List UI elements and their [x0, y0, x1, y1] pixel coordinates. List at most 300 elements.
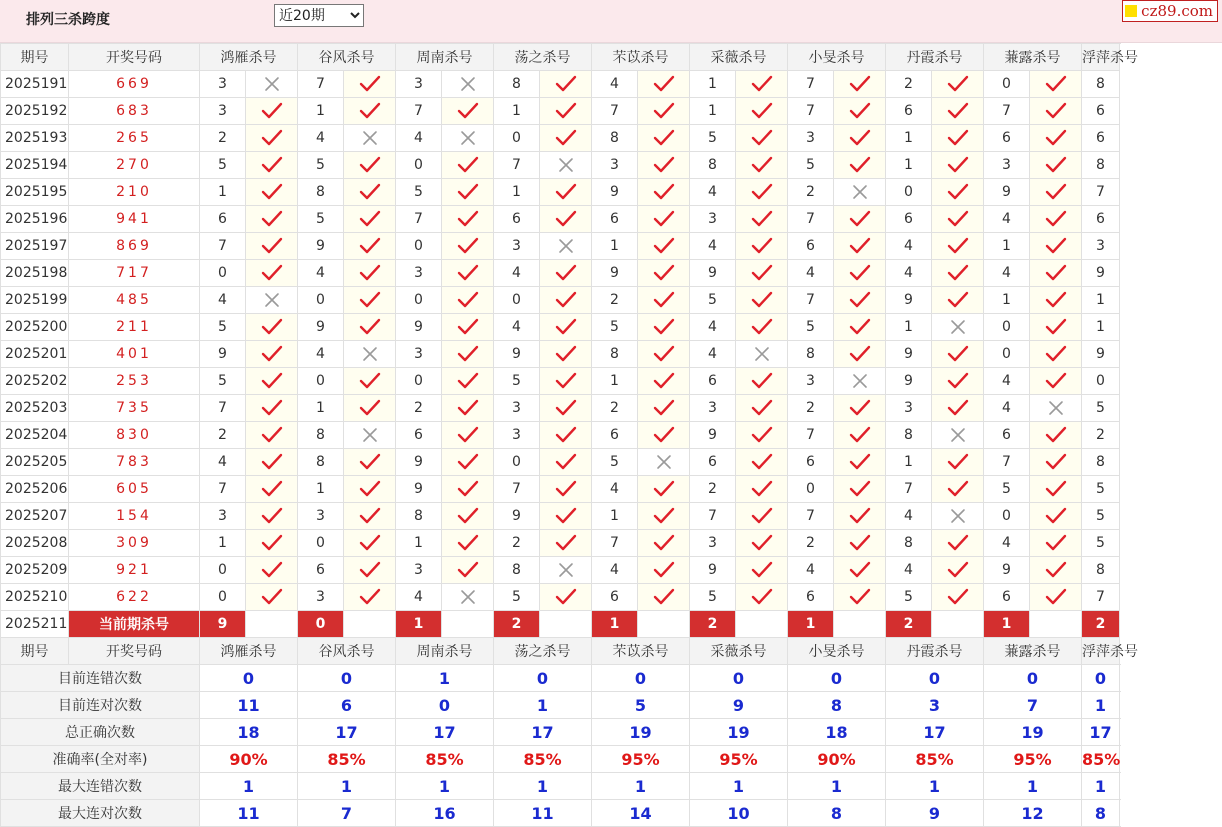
- kill-number-cell: 9: [690, 557, 736, 584]
- hit-mark-cell: [246, 503, 298, 530]
- check-icon: [947, 237, 969, 255]
- kill-number-cell: 7: [592, 530, 638, 557]
- column-header-expert: 丹霞杀号: [886, 638, 984, 665]
- kill-number-cell: 1: [886, 152, 932, 179]
- check-icon: [457, 453, 479, 471]
- check-icon: [849, 588, 871, 606]
- period-cell: 2025205: [1, 449, 69, 476]
- hit-mark-cell: [638, 179, 690, 206]
- kill-number-cell: 5: [690, 287, 736, 314]
- kill-number-cell: 4: [298, 125, 344, 152]
- check-icon: [947, 399, 969, 417]
- kill-number-cell: 6: [690, 368, 736, 395]
- check-icon: [751, 102, 773, 120]
- draw-number-cell: 669: [69, 71, 200, 98]
- kill-number-cell: 3: [494, 395, 540, 422]
- site-logo[interactable]: [1122, 0, 1218, 22]
- check-icon: [555, 345, 577, 363]
- kill-number-cell: 8: [592, 125, 638, 152]
- stats-value: 85%: [298, 746, 396, 773]
- table-row: [1, 287, 1120, 314]
- hit-mark-cell: [1030, 503, 1082, 530]
- kill-number-cell: 9: [494, 341, 540, 368]
- kill-number-cell: 9: [396, 449, 442, 476]
- hit-mark-cell: [834, 341, 886, 368]
- check-icon: [261, 561, 283, 579]
- stats-value: 11: [494, 800, 592, 827]
- stats-value: 1: [200, 773, 298, 800]
- kill-number-cell: 4: [984, 260, 1030, 287]
- table-row: [1, 422, 1120, 449]
- check-icon: [1045, 210, 1067, 228]
- kill-number-cell: 4: [298, 260, 344, 287]
- check-icon: [457, 345, 479, 363]
- hit-mark-cell: [638, 314, 690, 341]
- check-icon: [947, 129, 969, 147]
- kill-number-cell: 9: [592, 260, 638, 287]
- empty-cell: [344, 611, 396, 638]
- kill-number-cell: 1: [886, 314, 932, 341]
- miss-mark-cell: [246, 287, 298, 314]
- hit-mark-cell: [344, 233, 396, 260]
- cross-icon: [459, 129, 477, 147]
- check-icon: [555, 183, 577, 201]
- stats-value: 8: [1082, 800, 1120, 827]
- check-icon: [849, 507, 871, 525]
- check-icon: [261, 183, 283, 201]
- kill-number-cell: 7: [494, 476, 540, 503]
- hit-mark-cell: [540, 71, 592, 98]
- hit-mark-cell: [442, 341, 494, 368]
- current-kill-number: 2: [690, 611, 736, 638]
- hit-mark-cell: [442, 530, 494, 557]
- table-header-row: [1, 44, 1120, 71]
- cross-icon: [263, 291, 281, 309]
- kill-number-cell: 7: [984, 449, 1030, 476]
- hit-mark-cell: [834, 287, 886, 314]
- hit-mark-cell: [932, 530, 984, 557]
- check-icon: [751, 399, 773, 417]
- check-icon: [1045, 372, 1067, 390]
- kill-number-cell: 2: [592, 287, 638, 314]
- table-row: [1, 206, 1120, 233]
- stats-value: 7: [984, 692, 1082, 719]
- hit-mark-cell: [638, 287, 690, 314]
- stats-value: 17: [298, 719, 396, 746]
- hit-mark-cell: [442, 557, 494, 584]
- stats-value: 85%: [396, 746, 494, 773]
- draw-number-cell: 783: [69, 449, 200, 476]
- kill-number-cell: 6: [788, 449, 834, 476]
- draw-number-cell: 717: [69, 260, 200, 287]
- kill-number-cell: 9: [984, 179, 1030, 206]
- kill-number-cell: 0: [200, 584, 246, 611]
- table-row: [1, 179, 1120, 206]
- stats-value: 0: [984, 665, 1082, 692]
- kill-number-cell: 3: [690, 530, 736, 557]
- kill-number-cell: 4: [690, 233, 736, 260]
- column-header-expert: 芣苡杀号: [592, 44, 690, 71]
- stats-value: 0: [788, 665, 886, 692]
- check-icon: [1045, 291, 1067, 309]
- kill-number-cell: 1: [200, 530, 246, 557]
- stats-value: 9: [886, 800, 984, 827]
- hit-mark-cell: [442, 449, 494, 476]
- cross-icon: [263, 75, 281, 93]
- stats-value: 17: [1082, 719, 1120, 746]
- check-icon: [261, 264, 283, 282]
- kill-number-cell: 8: [298, 422, 344, 449]
- check-icon: [751, 561, 773, 579]
- kill-number-cell: 6: [984, 422, 1030, 449]
- kill-number-cell: 7: [788, 422, 834, 449]
- hit-mark-cell: [638, 341, 690, 368]
- kill-number-cell: 7: [494, 152, 540, 179]
- hit-mark-cell: [246, 341, 298, 368]
- kill-number-cell: 2: [396, 395, 442, 422]
- column-header-draw: 开奖号码: [69, 638, 200, 665]
- kill-number-cell: 1: [886, 449, 932, 476]
- hit-mark-cell: [442, 422, 494, 449]
- column-header-expert: 丹霞杀号: [886, 44, 984, 71]
- hit-mark-cell: [246, 233, 298, 260]
- table-row: [1, 449, 1120, 476]
- check-icon: [359, 237, 381, 255]
- hit-mark-cell: [344, 530, 396, 557]
- hit-mark-cell: [442, 206, 494, 233]
- kill-number-cell: 8: [886, 530, 932, 557]
- cross-icon: [361, 345, 379, 363]
- check-icon: [359, 210, 381, 228]
- kill-number-cell: 2: [592, 395, 638, 422]
- kill-number-cell: 4: [396, 584, 442, 611]
- kill-number-cell: 8: [1082, 449, 1120, 476]
- check-icon: [457, 264, 479, 282]
- miss-mark-cell: [442, 71, 494, 98]
- kill-number-cell: 9: [1082, 260, 1120, 287]
- column-header-expert: 蒹露杀号: [984, 638, 1082, 665]
- stats-value: 0: [1082, 665, 1120, 692]
- check-icon: [457, 156, 479, 174]
- miss-mark-cell: [344, 125, 396, 152]
- hit-mark-cell: [344, 179, 396, 206]
- stats-value: 18: [200, 719, 298, 746]
- hit-mark-cell: [834, 152, 886, 179]
- stats-value: 17: [396, 719, 494, 746]
- stats-row: [1, 746, 1120, 773]
- stats-value: 12: [984, 800, 1082, 827]
- check-icon: [751, 210, 773, 228]
- stats-value: 1: [1082, 692, 1120, 719]
- kill-number-cell: 1: [298, 395, 344, 422]
- check-icon: [947, 345, 969, 363]
- hit-mark-cell: [344, 260, 396, 287]
- hit-mark-cell: [834, 71, 886, 98]
- hit-mark-cell: [932, 125, 984, 152]
- hit-mark-cell: [736, 395, 788, 422]
- kill-number-cell: 4: [984, 530, 1030, 557]
- hit-mark-cell: [540, 503, 592, 530]
- stats-value: 8: [788, 800, 886, 827]
- hit-mark-cell: [246, 179, 298, 206]
- hit-mark-cell: [736, 503, 788, 530]
- kill-number-cell: 0: [494, 287, 540, 314]
- kill-number-cell: 5: [494, 368, 540, 395]
- draw-number-cell: 869: [69, 233, 200, 260]
- column-header-expert: 浮萍杀号: [1082, 44, 1120, 71]
- stats-value: 1: [788, 773, 886, 800]
- kill-number-cell: 5: [200, 152, 246, 179]
- stats-value: 1: [984, 773, 1082, 800]
- check-icon: [653, 399, 675, 417]
- period-cell: 2025208: [1, 530, 69, 557]
- hit-mark-cell: [246, 422, 298, 449]
- check-icon: [457, 561, 479, 579]
- hit-mark-cell: [932, 584, 984, 611]
- check-icon: [457, 480, 479, 498]
- period-cell: 2025211: [1, 611, 69, 638]
- period-cell: 2025195: [1, 179, 69, 206]
- check-icon: [947, 183, 969, 201]
- stats-value: 0: [200, 665, 298, 692]
- hit-mark-cell: [344, 449, 396, 476]
- kill-number-cell: 2: [690, 476, 736, 503]
- stats-row: [1, 665, 1120, 692]
- check-icon: [261, 507, 283, 525]
- kill-number-cell: 7: [592, 98, 638, 125]
- check-icon: [947, 156, 969, 174]
- kill-number-cell: 9: [886, 368, 932, 395]
- kill-number-cell: 2: [200, 422, 246, 449]
- kill-number-cell: 9: [396, 476, 442, 503]
- check-icon: [457, 210, 479, 228]
- kill-number-cell: 8: [494, 557, 540, 584]
- stats-value: 85%: [1082, 746, 1120, 773]
- kill-number-cell: 0: [984, 503, 1030, 530]
- check-icon: [849, 264, 871, 282]
- stats-value: 19: [592, 719, 690, 746]
- period-range-select[interactable]: [274, 4, 364, 27]
- column-header-expert: 采薇杀号: [690, 44, 788, 71]
- check-icon: [1045, 129, 1067, 147]
- check-icon: [849, 210, 871, 228]
- stats-value: 90%: [200, 746, 298, 773]
- kill-number-cell: 4: [592, 71, 638, 98]
- kill-number-cell: 6: [1082, 125, 1120, 152]
- check-icon: [261, 318, 283, 336]
- kill-number-cell: 9: [984, 557, 1030, 584]
- check-icon: [947, 102, 969, 120]
- check-icon: [359, 399, 381, 417]
- kill-number-cell: 1: [592, 503, 638, 530]
- kill-span-table: [0, 43, 1138, 827]
- hit-mark-cell: [932, 98, 984, 125]
- kill-number-cell: 2: [788, 530, 834, 557]
- period-cell: 2025197: [1, 233, 69, 260]
- hit-mark-cell: [1030, 152, 1082, 179]
- check-icon: [261, 480, 283, 498]
- hit-mark-cell: [638, 503, 690, 530]
- kill-number-cell: 9: [396, 314, 442, 341]
- kill-number-cell: 3: [200, 98, 246, 125]
- current-kill-number: 1: [788, 611, 834, 638]
- empty-cell: [442, 611, 494, 638]
- period-cell: 2025191: [1, 71, 69, 98]
- cross-icon: [851, 372, 869, 390]
- check-icon: [751, 534, 773, 552]
- kill-number-cell: 1: [592, 233, 638, 260]
- check-icon: [751, 453, 773, 471]
- check-icon: [849, 291, 871, 309]
- check-icon: [457, 372, 479, 390]
- kill-number-cell: 0: [396, 152, 442, 179]
- stats-value: 14: [592, 800, 690, 827]
- kill-number-cell: 1: [984, 287, 1030, 314]
- draw-number-cell: 941: [69, 206, 200, 233]
- kill-number-cell: 4: [690, 314, 736, 341]
- cross-icon: [557, 156, 575, 174]
- check-icon: [555, 399, 577, 417]
- kill-number-cell: 5: [690, 584, 736, 611]
- cross-icon: [361, 426, 379, 444]
- draw-number-cell: 309: [69, 530, 200, 557]
- kill-number-cell: 0: [886, 179, 932, 206]
- kill-number-cell: 1: [1082, 314, 1120, 341]
- table-row: [1, 98, 1120, 125]
- check-icon: [849, 399, 871, 417]
- stats-value: 7: [298, 800, 396, 827]
- stats-value: 17: [494, 719, 592, 746]
- check-icon: [653, 210, 675, 228]
- period-cell: 2025199: [1, 287, 69, 314]
- draw-number-cell: 401: [69, 341, 200, 368]
- current-kill-number: 0: [298, 611, 344, 638]
- kill-number-cell: 9: [1082, 341, 1120, 368]
- kill-number-cell: 1: [200, 179, 246, 206]
- kill-number-cell: 3: [298, 584, 344, 611]
- miss-mark-cell: [932, 503, 984, 530]
- miss-mark-cell: [344, 341, 396, 368]
- hit-mark-cell: [638, 98, 690, 125]
- kill-number-cell: 0: [298, 287, 344, 314]
- hit-mark-cell: [540, 584, 592, 611]
- draw-number-cell: 830: [69, 422, 200, 449]
- check-icon: [1045, 345, 1067, 363]
- stats-value: 3: [886, 692, 984, 719]
- check-icon: [947, 588, 969, 606]
- stats-value: 5: [592, 692, 690, 719]
- table-row: [1, 557, 1120, 584]
- kill-number-cell: 1: [494, 98, 540, 125]
- check-icon: [457, 318, 479, 336]
- kill-number-cell: 6: [984, 125, 1030, 152]
- table-row: [1, 368, 1120, 395]
- top-bar: [0, 0, 1222, 43]
- kill-number-cell: 4: [886, 557, 932, 584]
- hit-mark-cell: [540, 476, 592, 503]
- kill-number-cell: 7: [1082, 179, 1120, 206]
- kill-number-cell: 6: [984, 584, 1030, 611]
- hit-mark-cell: [834, 557, 886, 584]
- check-icon: [457, 291, 479, 309]
- hit-mark-cell: [932, 476, 984, 503]
- check-icon: [261, 156, 283, 174]
- stats-row: [1, 692, 1120, 719]
- draw-number-cell: 253: [69, 368, 200, 395]
- hit-mark-cell: [344, 152, 396, 179]
- hit-mark-cell: [736, 71, 788, 98]
- hit-mark-cell: [736, 557, 788, 584]
- hit-mark-cell: [1030, 368, 1082, 395]
- kill-number-cell: 9: [200, 341, 246, 368]
- hit-mark-cell: [1030, 422, 1082, 449]
- check-icon: [653, 372, 675, 390]
- kill-number-cell: 7: [396, 98, 442, 125]
- check-icon: [1045, 453, 1067, 471]
- current-period-row: [1, 611, 1120, 638]
- hit-mark-cell: [638, 584, 690, 611]
- table-row: [1, 584, 1120, 611]
- check-icon: [751, 318, 773, 336]
- check-icon: [457, 534, 479, 552]
- hit-mark-cell: [442, 476, 494, 503]
- kill-number-cell: 7: [788, 287, 834, 314]
- check-icon: [947, 561, 969, 579]
- check-icon: [457, 507, 479, 525]
- kill-number-cell: 5: [200, 368, 246, 395]
- check-icon: [653, 237, 675, 255]
- hit-mark-cell: [932, 395, 984, 422]
- kill-number-cell: 6: [886, 98, 932, 125]
- period-cell: 2025200: [1, 314, 69, 341]
- hit-mark-cell: [736, 476, 788, 503]
- column-header-expert: 荡之杀号: [494, 638, 592, 665]
- check-icon: [751, 129, 773, 147]
- kill-number-cell: 6: [1082, 206, 1120, 233]
- kill-number-cell: 1: [494, 179, 540, 206]
- draw-number-cell: 265: [69, 125, 200, 152]
- kill-number-cell: 5: [1082, 395, 1120, 422]
- kill-number-cell: 3: [886, 395, 932, 422]
- check-icon: [751, 183, 773, 201]
- kill-number-cell: 0: [788, 476, 834, 503]
- kill-number-cell: 2: [1082, 422, 1120, 449]
- hit-mark-cell: [246, 395, 298, 422]
- check-icon: [1045, 426, 1067, 444]
- stats-value: 0: [396, 692, 494, 719]
- hit-mark-cell: [932, 260, 984, 287]
- check-icon: [457, 237, 479, 255]
- check-icon: [1045, 561, 1067, 579]
- hit-mark-cell: [442, 314, 494, 341]
- kill-number-cell: 4: [494, 260, 540, 287]
- kill-number-cell: 6: [886, 206, 932, 233]
- check-icon: [1045, 588, 1067, 606]
- kill-number-cell: 0: [396, 368, 442, 395]
- hit-mark-cell: [638, 260, 690, 287]
- stats-value: 9: [690, 692, 788, 719]
- hit-mark-cell: [1030, 179, 1082, 206]
- kill-number-cell: 0: [494, 125, 540, 152]
- hit-mark-cell: [932, 287, 984, 314]
- miss-mark-cell: [932, 314, 984, 341]
- miss-mark-cell: [932, 422, 984, 449]
- logo-square-icon: [1125, 5, 1137, 17]
- stats-value: 11: [200, 800, 298, 827]
- cross-icon: [949, 426, 967, 444]
- kill-number-cell: 5: [690, 125, 736, 152]
- check-icon: [1045, 75, 1067, 93]
